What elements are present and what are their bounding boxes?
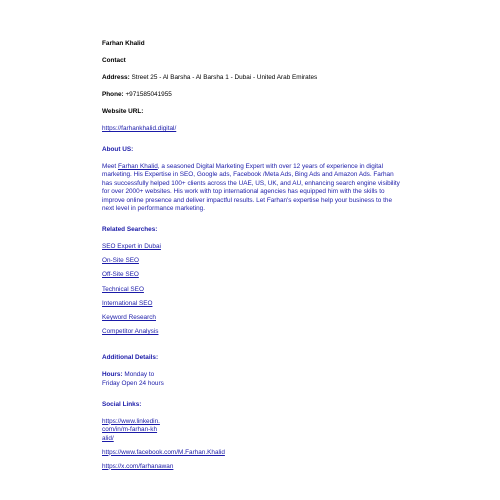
about-text-after: , a seasoned Digital Marketing Expert with over 12 years of experience in digital marketing. His Expertise in SEO, Google ads, Facebook /Meta Ads, Bing Ads and Amazon Ads. Farhan has successfully helped 100+ clients across the UAE, US, UK, and AU, enhancing search engine visibility for over 2000+ websites. His work with top international agencies has equipped him with the skills to improve online presence and deliver impactful results. Let Farhan's expertise help your business to the next level in performance marketing. [102,162,400,213]
related-link-seo-expert-dubai[interactable]: SEO Expert in Dubai [102,243,161,251]
details-heading: Additional Details: [102,354,159,362]
address-value: Street 25 - Al Barsha - Al Barsha 1 - Dubai - United Arab Emirates [131,73,318,81]
social-heading: Social Links: [102,400,142,408]
document-page [102,40,402,477]
hours-line [102,371,164,388]
related-link-off-site-seo[interactable]: Off-Site SEO [102,271,139,279]
social-link-x[interactable]: https://x.com/farhanawan [102,462,174,470]
profile-name: Farhan Khalid [102,40,145,47]
address-label: Address: [102,73,130,81]
website-link[interactable]: https://farhankhalid.digital/ [102,124,177,132]
related-list [102,243,402,337]
website-label: Website URL: [102,107,144,115]
about-name-link[interactable]: Farhan Khalid [117,162,158,170]
phone-line [102,91,402,100]
related-link-on-site-seo[interactable]: On-Site SEO [102,257,139,265]
about-text-before: Meet [102,162,118,170]
phone-value: +971585041955 [125,90,172,98]
related-heading: Related Searches: [102,226,158,234]
hours-label: Hours: [102,371,123,379]
contact-heading: Contact [102,56,126,64]
related-link-competitor-analysis[interactable]: Competitor Analysis [102,328,159,336]
hours-value: Monday to Friday Open 24 hours [102,371,164,387]
related-link-keyword-research[interactable]: Keyword Research [102,313,156,321]
phone-label: Phone: [102,90,124,98]
about-heading: About US: [102,145,134,153]
social-link-linkedin[interactable]: https://www.linkedin.com/in/m-farhan-khalid/ [102,417,160,442]
related-link-technical-seo[interactable]: Technical SEO [102,285,144,293]
about-paragraph [102,163,402,215]
social-links [102,418,402,472]
related-link-international-seo[interactable]: International SEO [102,299,153,307]
social-link-facebook[interactable]: https://www.facebook.com/M.Farhan.Khalid [102,448,225,456]
address-line [102,74,402,83]
